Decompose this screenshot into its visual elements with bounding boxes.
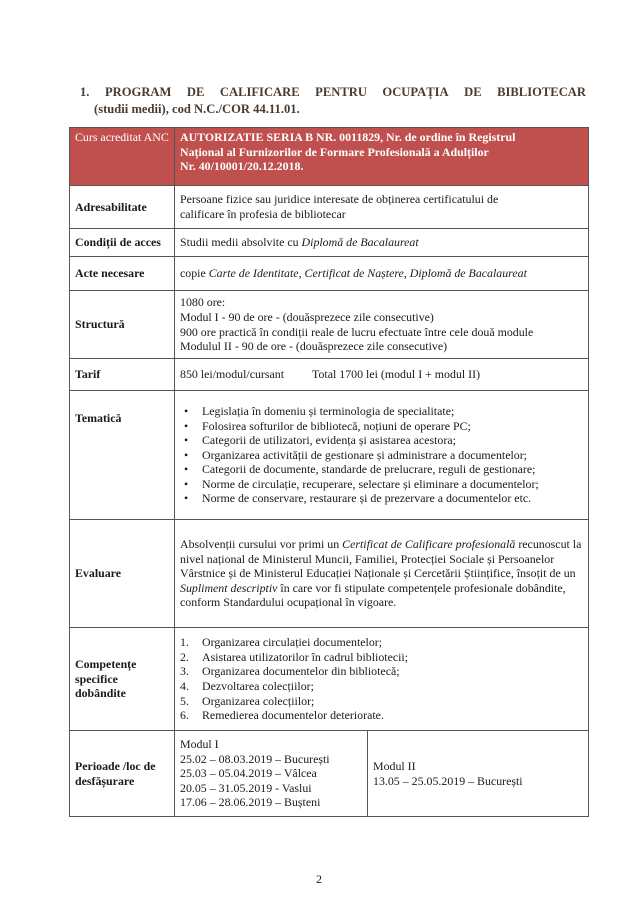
row-tarif (70, 359, 589, 391)
list-item (180, 649, 583, 665)
row-perioade (70, 731, 589, 817)
perioada-line: Modul I (180, 737, 219, 752)
label-acte-necesare: Acte necesare (70, 257, 175, 291)
heading-word: BIBLIOTECAR (497, 85, 586, 99)
perioada-line: 25.03 – 05.04.2019 – Vâlcea (180, 766, 317, 781)
heading-word: DE (186, 85, 205, 99)
list-item (180, 693, 583, 709)
item-number: 6. (180, 708, 189, 723)
acte-prefix: copie (180, 266, 209, 281)
page-number: 2 (316, 872, 322, 886)
item-text: Dezvoltarea colecțiilor; (202, 679, 314, 693)
row-competente (70, 628, 589, 731)
evaluare-text: în care vor fi stipulate competențele profesionale dobândite, conform Standardului ocupațional în vigoare. (180, 580, 566, 610)
perioada-line: 25.02 – 08.03.2019 – București (180, 751, 330, 766)
perioada-line: 13.05 – 25.05.2019 – București (373, 773, 523, 788)
row-tematica (70, 391, 589, 520)
row-curs-acreditat (70, 128, 589, 186)
program-table (69, 127, 589, 817)
label-perioade: Perioade /loc de desfășurare (70, 731, 175, 817)
authorization-line: AUTORIZATIE SERIA B NR. 0011829, Nr. de ordine în Registrul (180, 130, 516, 144)
item-number: 2. (180, 649, 189, 664)
value-tematica (175, 391, 589, 520)
list-item: • Folosirea softurilor de bibliotecă, noțiuni de operare PC; (202, 419, 583, 434)
structura-line: 1080 ore: (180, 295, 226, 310)
label-tematica: Tematică (70, 391, 175, 520)
value-tarif (175, 359, 589, 391)
value-competente (175, 628, 589, 731)
list-item: • Norme de conservare, restaurare și de prezervare a documentelor etc. (202, 491, 583, 506)
label-conditii-acces: Condiții de acces (70, 229, 175, 257)
item-text: Remedierea documentelor deteriorate. (202, 708, 384, 723)
item-number: 4. (180, 679, 189, 693)
item-text: Organizarea documentelor din bibliotecă; (202, 664, 400, 679)
label-tarif: Tarif (70, 359, 175, 391)
structura-line: 900 ore practică în condiții reale de lucru efectuate între cele două module (180, 324, 534, 339)
list-item: • Categorii de utilizatori, evidența și asistarea acestora; (202, 433, 583, 448)
acte-sep: , (403, 266, 410, 281)
heading-line-2: (studii medii), cod N.C./COR 44.11.01. (94, 102, 300, 116)
acte-doc: Certificat de Naștere (304, 266, 404, 281)
structura-line: Modulul II - 90 de ore - (douăsprezece zile consecutive) (180, 339, 448, 354)
perioada-line: Modul II (373, 758, 416, 773)
acte-doc: Diplomă de Bacalaureat (409, 266, 527, 281)
evaluare-text: Absolvenții cursului vor primi un (180, 537, 343, 552)
tarif-total: Total 1700 lei (modul I + modul II) (312, 367, 481, 382)
perioada-line: 20.05 – 31.05.2019 - Vaslui (180, 780, 312, 795)
heading-word: DE (464, 85, 482, 99)
list-item (180, 635, 583, 650)
acte-doc: Carte de Identitate (208, 266, 299, 281)
heading-word: OCUPAȚIA (382, 85, 449, 99)
label-curs-acreditat: Curs acreditat ANC (70, 128, 175, 186)
list-item (180, 664, 583, 679)
value-evaluare (175, 520, 589, 628)
text-line: Persoane fizice sau juridice interesate de obținerea certificatului de (180, 192, 499, 207)
heading-line-1 (80, 84, 586, 101)
text-line: calificare în profesia de bibliotecar (180, 207, 346, 221)
tarif-per-module: 850 lei/modul/cursant (180, 367, 285, 382)
value-perioade-modul-1 (175, 731, 368, 817)
value-perioade-modul-2 (368, 731, 589, 817)
heading-number: 1. (80, 85, 90, 99)
tematica-list (180, 404, 583, 506)
row-structura (70, 291, 589, 359)
value-adresabilitate (175, 186, 589, 229)
value-acte-necesare (175, 257, 589, 291)
authorization-line: Nr. 40/10001/20.12.2018. (180, 159, 304, 174)
competente-list (180, 635, 583, 723)
perioada-line: 17.06 – 28.06.2019 – Bușteni (180, 795, 321, 810)
row-adresabilitate (70, 186, 589, 229)
authorization-line: Național al Furnizorilor de Formare Profesională a Adulților (180, 144, 489, 159)
item-number: 1. (180, 635, 189, 650)
conditii-prefix: Studii medii absolvite cu (180, 235, 302, 250)
item-number: 3. (180, 664, 189, 679)
label-competente: Competențe specifice dobândite (70, 628, 175, 731)
list-item: • Norme de circulație, recuperare, selectare și eliminare a documentelor; (202, 477, 583, 492)
evaluare-text: recunoscut la nivel național de Ministerul Muncii, Familiei, Protecției Sociale și Persoanelor Vârstnice și de Ministerul Educației Naționale și Cercetării Științifice, însoțit de un (180, 537, 582, 581)
acte-sep: , (298, 266, 305, 281)
label-structura: Structură (70, 291, 175, 359)
section-heading (80, 84, 586, 118)
label-adresabilitate: Adresabilitate (70, 186, 175, 229)
list-item: • Legislația în domeniu și terminologia de specialitate; (202, 404, 583, 419)
evaluare-supliment: Supliment descriptiv (180, 580, 278, 595)
list-item: • Organizarea activității de gestionare și administrare a documentelor; (202, 448, 583, 463)
row-evaluare (70, 520, 589, 628)
evaluare-certificat: Certificat de Calificare profesională (342, 537, 516, 552)
conditii-diploma: Diplomă de Bacalaureat (301, 235, 419, 250)
list-item (180, 708, 583, 723)
list-item (180, 679, 583, 694)
list-item: • Categorii de documente, standarde de prelucrare, reguli de gestionare; (202, 462, 583, 477)
structura-line: Modul I - 90 de ore - (douăsprezece zile consecutive) (180, 309, 434, 324)
row-conditii-acces (70, 229, 589, 257)
item-number: 5. (180, 693, 189, 708)
label-evaluare: Evaluare (70, 520, 175, 628)
row-acte-necesare (70, 257, 589, 291)
heading-word: PENTRU (315, 85, 367, 99)
heading-word: CALIFICARE (219, 85, 300, 99)
item-text: Asistarea utilizatorilor în cadrul bibliotecii; (202, 649, 409, 664)
value-curs-acreditat (175, 128, 589, 186)
item-text: Organizarea circulației documentelor; (202, 635, 383, 650)
value-structura (175, 291, 589, 359)
item-text: Organizarea colecțiilor; (202, 693, 315, 708)
heading-word: PROGRAM (104, 85, 172, 99)
value-conditii-acces (175, 229, 589, 257)
